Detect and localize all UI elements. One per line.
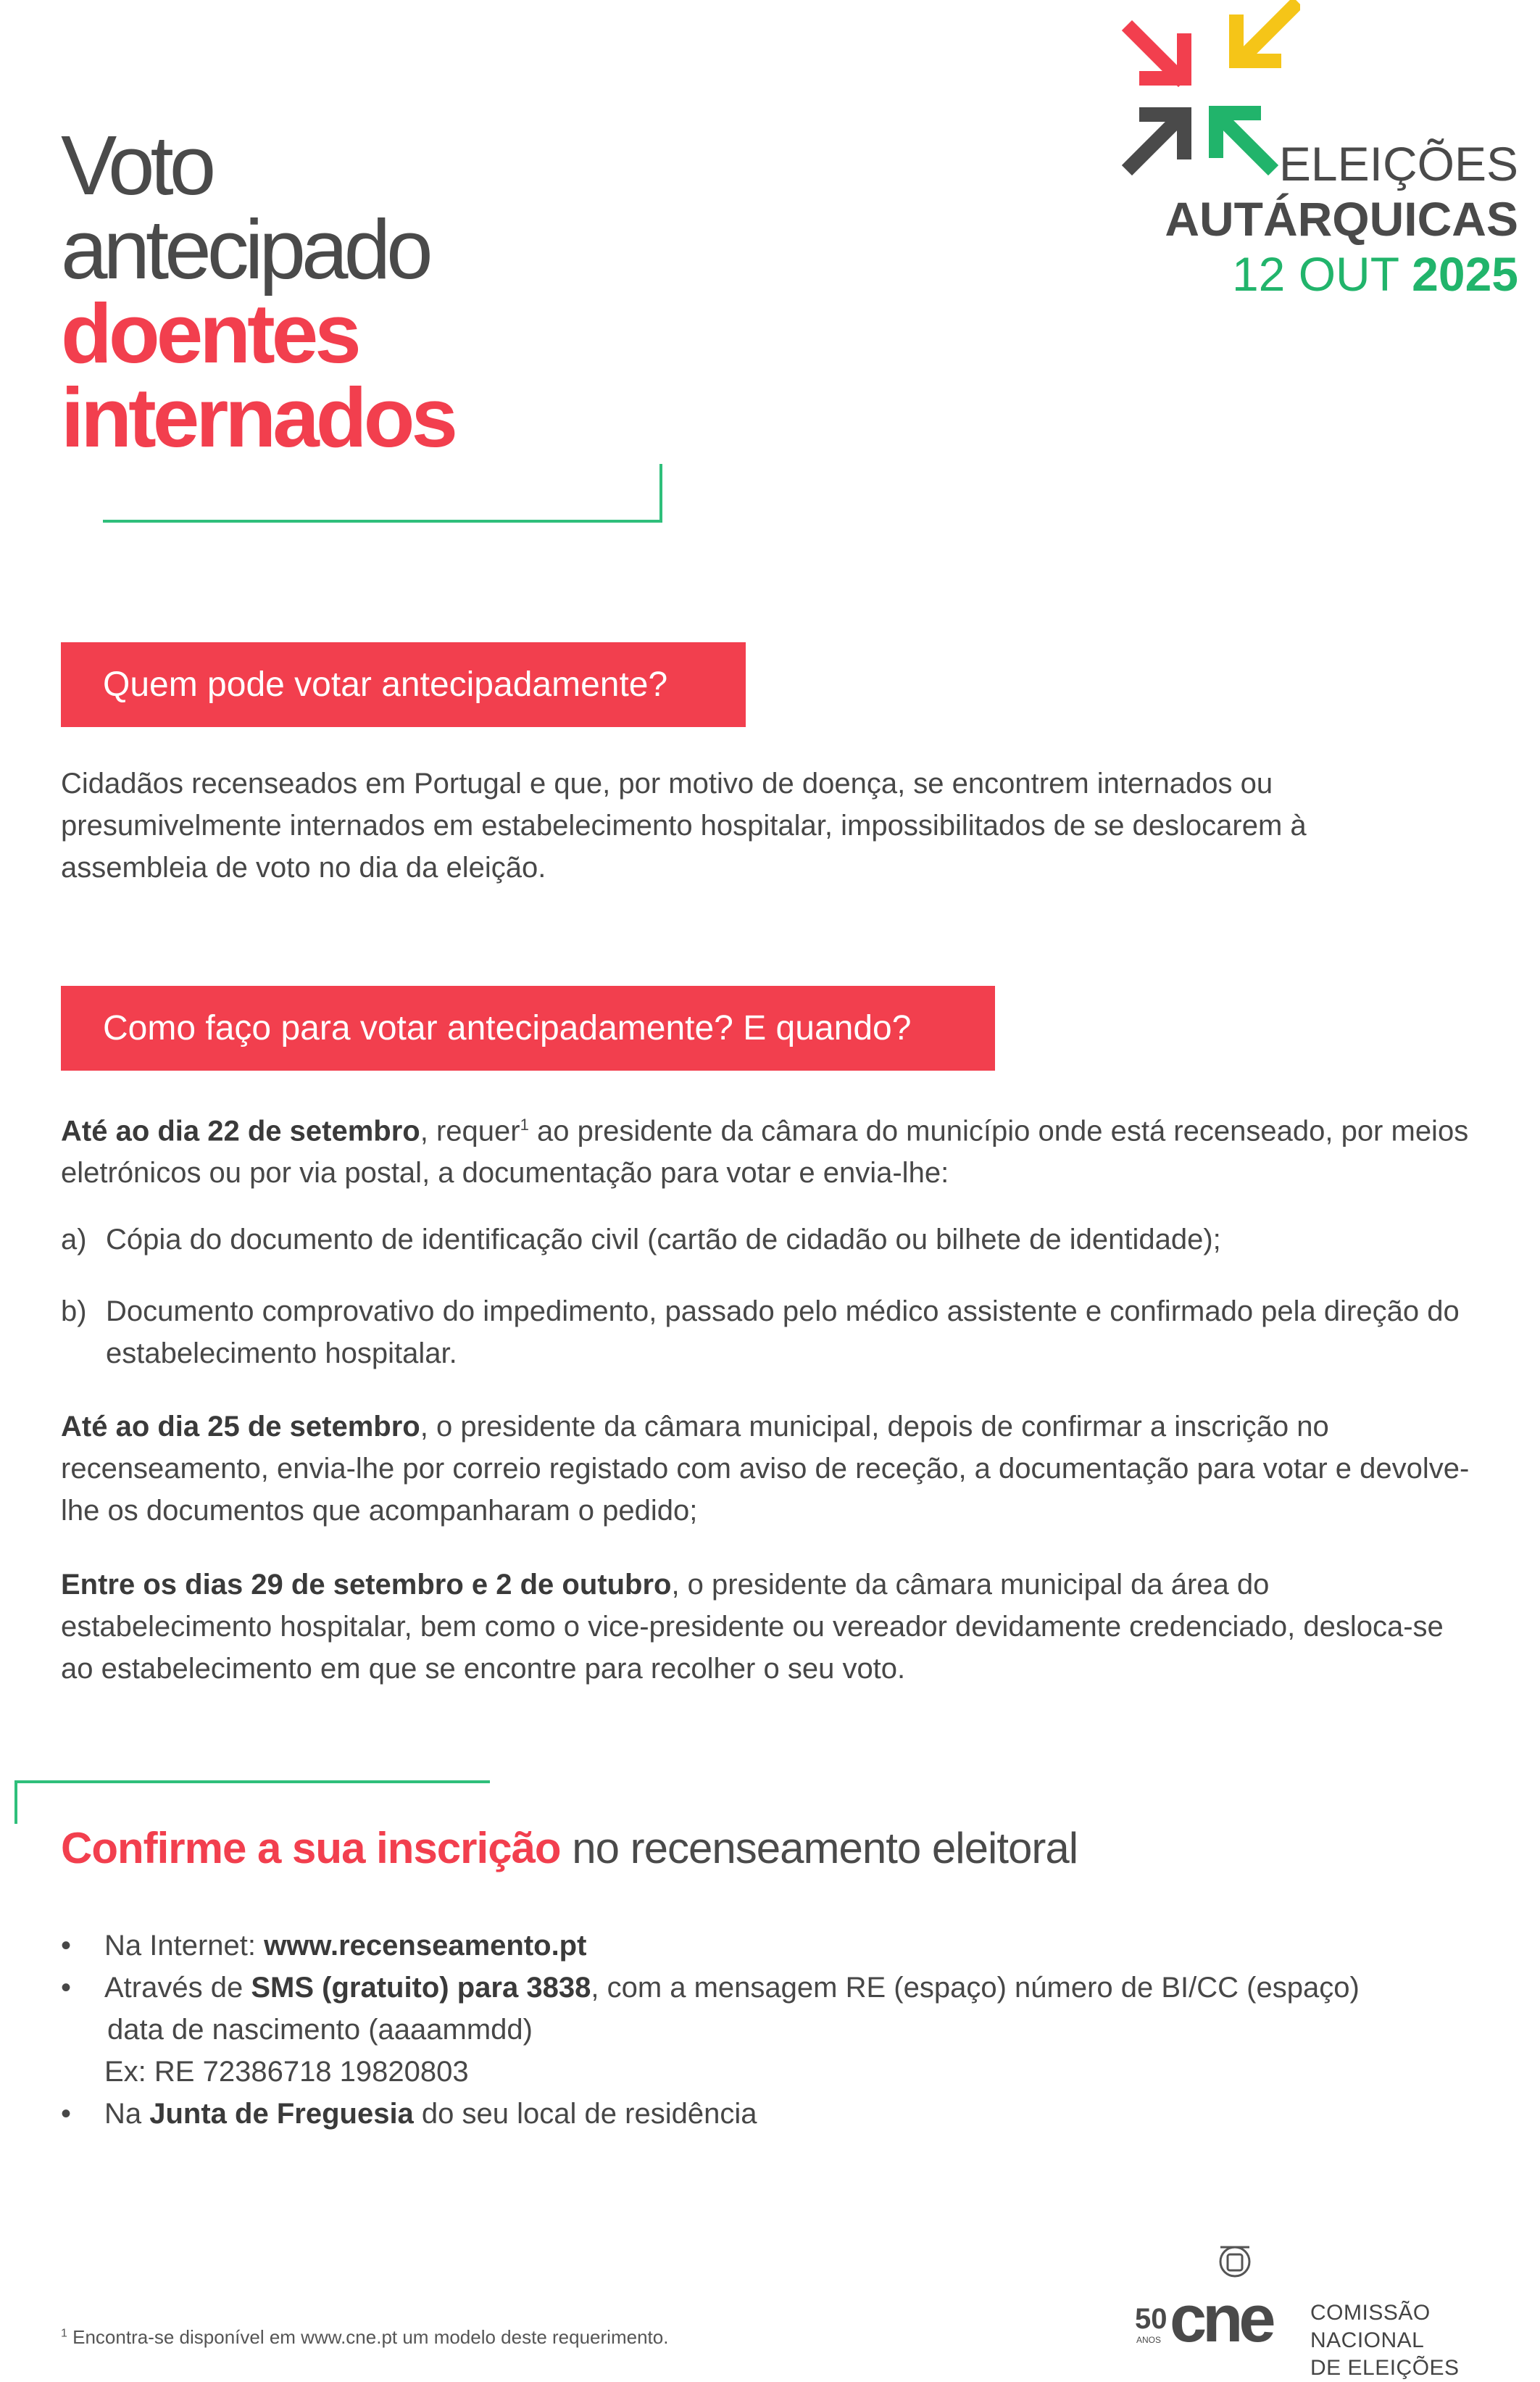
section-body-who: Cidadãos recenseados em Portugal e que, por motivo de doença, se encontrem internados ou presumivelmente internados em estabelecimento hospitalar, impossibilitados de se deslocarem à assembleia de voto no dia da eleição. [61, 768, 1307, 884]
cne-name-line1: COMISSÃO NACIONAL [1310, 2301, 1431, 2352]
confirm-divider [14, 1780, 490, 1783]
list-text-a: Cópia do documento de identificação civil (cartão de cidadão ou bilhete de identidade); [106, 1224, 1221, 1256]
bullet: • [61, 2098, 72, 2130]
sms-number: SMS (gratuito) para 3838 [251, 1972, 591, 2004]
cne-name-line2: DE ELEIÇÕES [1310, 2356, 1460, 2380]
page-title [61, 118, 454, 465]
collect-text: , o presidente da câmara municipal da área do estabelecimento hospitalar, bem como o vice-presidente ou vereador devidamente credenciado, desloca-se ao estabelecimento em que se encontre para recolher o seu voto. [61, 1569, 1444, 1685]
cne-name [1310, 2299, 1540, 2382]
sms-text-line2: data de nascimento (aaaammdd) [107, 2014, 533, 2046]
sms-example: Ex: RE 72386718 19820803 [104, 2056, 469, 2088]
footnote [61, 2326, 668, 2349]
cne-badge: 50 [1135, 2303, 1168, 2335]
confirm-list [61, 1925, 1360, 2135]
confirm-divider-tick [14, 1780, 17, 1824]
cne-badge-sub: ANOS [1136, 2335, 1162, 2345]
confirm-title-bold: Confirme a sua inscrição [61, 1824, 561, 1872]
section-heading-who: Quem pode votar antecipadamente? [61, 642, 746, 727]
paragraph-collect [61, 1564, 1474, 1690]
title-line-2: antecipado [61, 202, 429, 296]
footnote-number: 1 [61, 2327, 67, 2340]
bullet: • [61, 1930, 72, 1962]
sms-text: , com a mensagem RE (espaço) número de BI/CC (espaço) [591, 1972, 1360, 2004]
paragraph-send [61, 1406, 1474, 1532]
deadline-collect: Entre os dias 29 de setembro e 2 de outubro [61, 1569, 672, 1601]
section-heading-how: Como faço para votar antecipadamente? E quando? [61, 986, 995, 1071]
junta-freguesia: Junta de Freguesia [149, 2098, 414, 2130]
sms-label: Através de [104, 1972, 251, 2004]
logo-date-year: 2025 [1412, 247, 1518, 301]
footnote-marker: 1 [520, 1116, 529, 1134]
title-line-3: doentes [61, 286, 358, 381]
list-item [61, 1967, 1360, 2093]
deadline-request: Até ao dia 22 de setembro [61, 1115, 420, 1148]
deadline-send: Até ao dia 25 de setembro [61, 1411, 420, 1443]
title-underline [103, 520, 662, 523]
paragraph-request [61, 1104, 1474, 1194]
logo-line-1: ELEIÇÕES [1278, 137, 1518, 191]
logo-date-day: 12 OUT [1231, 247, 1399, 301]
title-line-1: Voto [61, 118, 212, 212]
list-label-b: b) [61, 1295, 87, 1327]
elections-logo-text [1165, 136, 1518, 302]
junta-prefix: Na [104, 2098, 150, 2130]
title-underline-tick [659, 464, 662, 523]
list-text-b: Documento comprovativo do impedimento, passado pelo médico assistente e confirmado pela direção do estabelecimento hospitalar. [106, 1295, 1460, 1369]
send-text: , o presidente da câmara municipal, depois de confirmar a inscrição no recenseamento, envia-lhe por correio registado com aviso de receção, a documentação para votar e devolve-lhe os documentos que acompanharam o pedido; [61, 1411, 1470, 1527]
request-text: , requer [420, 1115, 520, 1148]
logo-date [1165, 246, 1518, 302]
confirm-title [61, 1819, 1078, 1877]
list-item [61, 1925, 1360, 1967]
junta-text: do seu local de residência [413, 2098, 757, 2130]
footnote-text: Encontra-se disponível em www.cne.pt um modelo deste requerimento. [67, 2326, 669, 2348]
cne-mark: cne [1170, 2282, 1272, 2349]
request-text-rest: ao presidente da câmara do município onde está recenseado, por meios eletrónicos ou por via postal, a documentação para votar e envia-lhe: [61, 1115, 1469, 1190]
list-item [61, 2093, 1360, 2135]
bullet: • [61, 1972, 72, 2004]
confirm-title-rest: no recenseamento eleitoral [560, 1824, 1078, 1872]
cne-logo-icon [1135, 2240, 1303, 2349]
recenseamento-link[interactable]: www.recenseamento.pt [264, 1930, 587, 1962]
coat-of-arms-icon [1220, 2247, 1249, 2276]
title-line-4: internados [61, 370, 454, 465]
logo-line-2: AUTÁRQUICAS [1165, 192, 1518, 246]
internet-label: Na Internet: [104, 1930, 265, 1962]
list-label-a: a) [61, 1224, 87, 1256]
